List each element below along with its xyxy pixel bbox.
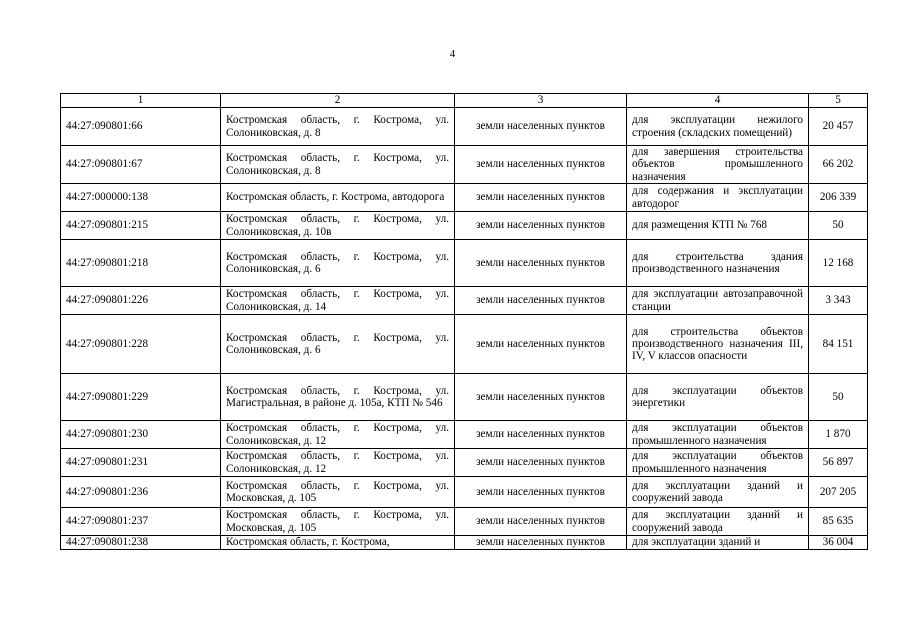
permitted-use-cell: для эксплуатации зданий и bbox=[627, 536, 809, 550]
land-category-cell: земли населенных пунктов bbox=[455, 477, 627, 508]
table-row bbox=[61, 108, 868, 146]
land-category-cell: земли населенных пунктов bbox=[455, 287, 627, 315]
cadastral-number-cell: 44:27:090801:218 bbox=[61, 240, 221, 287]
cadastral-number-cell: 44:27:090801:228 bbox=[61, 315, 221, 374]
table-row bbox=[61, 212, 868, 240]
land-category-cell: земли населенных пунктов bbox=[455, 240, 627, 287]
land-category-cell: земли населенных пунктов bbox=[455, 212, 627, 240]
cadastral-number-cell: 44:27:000000:138 bbox=[61, 184, 221, 212]
cadastral-number-cell: 44:27:090801:226 bbox=[61, 287, 221, 315]
page-number: 4 bbox=[449, 48, 456, 60]
land-category-cell: земли населенных пунктов bbox=[455, 184, 627, 212]
area-cell: 206 339 bbox=[809, 184, 868, 212]
permitted-use-cell: для завершения строительства объектов промышленного назначения bbox=[627, 146, 809, 184]
column-header: 2 bbox=[221, 94, 455, 108]
address-cell: Костромская область, г. Кострома, ул. Солониковская, д. 10в bbox=[221, 212, 455, 240]
land-category-cell: земли населенных пунктов bbox=[455, 146, 627, 184]
area-cell: 84 151 bbox=[809, 315, 868, 374]
cadastral-number-cell: 44:27:090801:236 bbox=[61, 477, 221, 508]
address-cell: Костромская область, г. Кострома, ул. Солониковская, д. 8 bbox=[221, 108, 455, 146]
area-cell: 66 202 bbox=[809, 146, 868, 184]
address-cell: Костромская область, г. Кострома, ул. Солониковская, д. 12 bbox=[221, 449, 455, 477]
land-category-cell: земли населенных пунктов bbox=[455, 374, 627, 421]
table-row bbox=[61, 536, 868, 550]
cadastral-number-cell: 44:27:090801:231 bbox=[61, 449, 221, 477]
table-row bbox=[61, 477, 868, 508]
address-cell: Костромская область, г. Кострома, ул. Московская, д. 105 bbox=[221, 508, 455, 536]
permitted-use-cell: для эксплуатации нежилого строения (складских помещений) bbox=[627, 108, 809, 146]
area-cell: 50 bbox=[809, 374, 868, 421]
column-header: 5 bbox=[809, 94, 868, 108]
cadastral-number-cell: 44:27:090801:67 bbox=[61, 146, 221, 184]
address-cell: Костромская область, г. Кострома, ул. Солониковская, д. 14 bbox=[221, 287, 455, 315]
area-cell: 36 004 bbox=[809, 536, 868, 550]
land-category-cell: земли населенных пунктов bbox=[455, 108, 627, 146]
area-cell: 56 897 bbox=[809, 449, 868, 477]
cadastral-number-cell: 44:27:090801:66 bbox=[61, 108, 221, 146]
permitted-use-cell: для эксплуатации объектов энергетики bbox=[627, 374, 809, 421]
area-cell: 207 205 bbox=[809, 477, 868, 508]
table-row bbox=[61, 240, 868, 287]
permitted-use-cell: для эксплуатации зданий и сооружений завода bbox=[627, 477, 809, 508]
address-cell: Костромская область, г. Кострома, автодорога bbox=[221, 184, 455, 212]
cadastral-number-cell: 44:27:090801:229 bbox=[61, 374, 221, 421]
area-cell: 12 168 bbox=[809, 240, 868, 287]
table-row bbox=[61, 146, 868, 184]
area-cell: 20 457 bbox=[809, 108, 868, 146]
permitted-use-cell: для строительства объектов производственного назначения III, IV, V классов опасности bbox=[627, 315, 809, 374]
cadastral-number-cell: 44:27:090801:237 bbox=[61, 508, 221, 536]
land-category-cell: земли населенных пунктов bbox=[455, 536, 627, 550]
area-cell: 3 343 bbox=[809, 287, 868, 315]
address-cell: Костромская область, г. Кострома, ул. Солониковская, д. 12 bbox=[221, 421, 455, 449]
land-parcels-table bbox=[60, 93, 868, 550]
table-row bbox=[61, 449, 868, 477]
table-row bbox=[61, 287, 868, 315]
permitted-use-cell: для строительства здания производственного назначения bbox=[627, 240, 809, 287]
permitted-use-cell: для эксплуатации автозаправочной станции bbox=[627, 287, 809, 315]
table-row bbox=[61, 508, 868, 536]
column-number-row bbox=[61, 94, 868, 108]
column-header: 1 bbox=[61, 94, 221, 108]
table-row bbox=[61, 184, 868, 212]
cadastral-number-cell: 44:27:090801:238 bbox=[61, 536, 221, 550]
area-cell: 85 635 bbox=[809, 508, 868, 536]
table-row bbox=[61, 315, 868, 374]
table-row bbox=[61, 374, 868, 421]
address-cell: Костромская область, г. Кострома, ул. Московская, д. 105 bbox=[221, 477, 455, 508]
permitted-use-cell: для размещения КТП № 768 bbox=[627, 212, 809, 240]
cadastral-number-cell: 44:27:090801:215 bbox=[61, 212, 221, 240]
permitted-use-cell: для эксплуатации объектов промышленного назначения bbox=[627, 449, 809, 477]
address-cell: Костромская область, г. Кострома, ул. Солониковская, д. 6 bbox=[221, 315, 455, 374]
area-cell: 1 870 bbox=[809, 421, 868, 449]
permitted-use-cell: для содержания и эксплуатации автодорог bbox=[627, 184, 809, 212]
permitted-use-cell: для эксплуатации зданий и сооружений завода bbox=[627, 508, 809, 536]
address-cell: Костромская область, г. Кострома, ул. Солониковская, д. 6 bbox=[221, 240, 455, 287]
land-category-cell: земли населенных пунктов bbox=[455, 508, 627, 536]
table-row bbox=[61, 421, 868, 449]
address-cell: Костромская область, г. Кострома, bbox=[221, 536, 455, 550]
address-cell: Костромская область, г. Кострома, ул. Магистральная, в районе д. 105а, КТП № 546 bbox=[221, 374, 455, 421]
land-category-cell: земли населенных пунктов bbox=[455, 421, 627, 449]
cadastral-number-cell: 44:27:090801:230 bbox=[61, 421, 221, 449]
column-header: 4 bbox=[627, 94, 809, 108]
land-category-cell: земли населенных пунктов bbox=[455, 315, 627, 374]
column-header: 3 bbox=[455, 94, 627, 108]
permitted-use-cell: для эксплуатации объектов промышленного назначения bbox=[627, 421, 809, 449]
address-cell: Костромская область, г. Кострома, ул. Солониковская, д. 8 bbox=[221, 146, 455, 184]
area-cell: 50 bbox=[809, 212, 868, 240]
land-category-cell: земли населенных пунктов bbox=[455, 449, 627, 477]
